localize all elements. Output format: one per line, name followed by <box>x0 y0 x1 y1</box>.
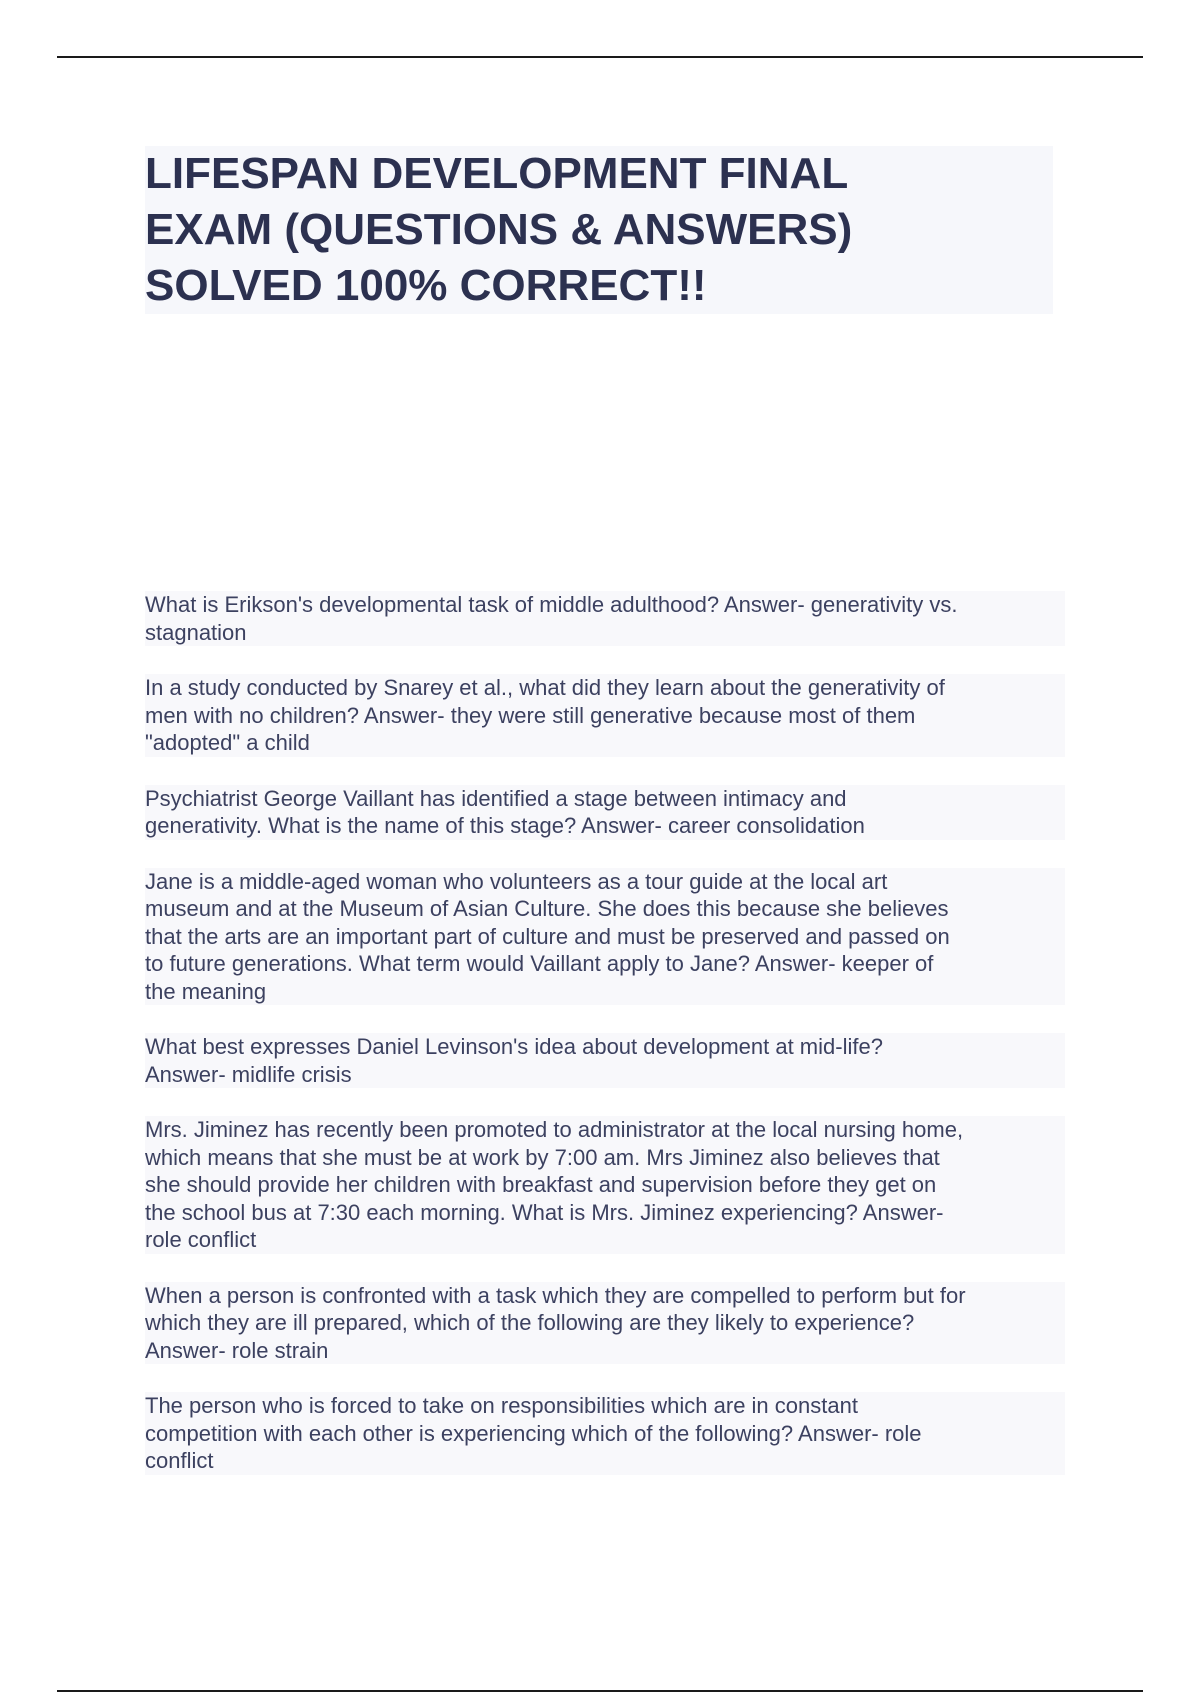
qa-line: role conflict <box>145 1226 1065 1254</box>
qa-line: Mrs. Jiminez has recently been promoted to administrator at the local nursing home, <box>145 1116 1065 1144</box>
top-rule <box>57 56 1143 58</box>
qa-line: Answer- midlife crisis <box>145 1061 1065 1089</box>
qa-line: the school bus at 7:30 each morning. What is Mrs. Jiminez experiencing? Answer- <box>145 1199 1065 1227</box>
qa-line: men with no children? Answer- they were still generative because most of them <box>145 702 1065 730</box>
qa-line: When a person is confronted with a task which they are compelled to perform but for <box>145 1282 1065 1310</box>
qa-item <box>145 1392 1065 1475</box>
qa-line: which they are ill prepared, which of the following are they likely to experience? <box>145 1309 1065 1337</box>
qa-line: Jane is a middle-aged woman who volunteers as a tour guide at the local art <box>145 868 1065 896</box>
qa-line: generativity. What is the name of this stage? Answer- career consolidation <box>145 812 1065 840</box>
qa-line: conflict <box>145 1447 1065 1475</box>
qa-item <box>145 591 1065 646</box>
qa-line: Answer- role strain <box>145 1337 1065 1365</box>
qa-line: What is Erikson's developmental task of middle adulthood? Answer- generativity vs. <box>145 591 1065 619</box>
qa-line: "adopted" a child <box>145 729 1065 757</box>
title-line: LIFESPAN DEVELOPMENT FINAL <box>145 149 849 198</box>
qa-item <box>145 674 1065 757</box>
qa-line: In a study conducted by Snarey et al., what did they learn about the generativity of <box>145 674 1065 702</box>
title-line: SOLVED 100% CORRECT!! <box>145 261 707 310</box>
title-line: EXAM (QUESTIONS & ANSWERS) <box>145 205 853 254</box>
qa-line: competition with each other is experiencing which of the following? Answer- role <box>145 1420 1065 1448</box>
bottom-rule <box>57 1690 1143 1692</box>
qa-line: The person who is forced to take on responsibilities which are in constant <box>145 1392 1065 1420</box>
qa-line: the meaning <box>145 978 1065 1006</box>
qa-line: that the arts are an important part of culture and must be preserved and passed on <box>145 923 1065 951</box>
document-title <box>145 146 1053 314</box>
qa-line: museum and at the Museum of Asian Culture. She does this because she believes <box>145 895 1065 923</box>
qa-item <box>145 785 1065 840</box>
qa-list <box>145 591 1065 1503</box>
qa-line: What best expresses Daniel Levinson's idea about development at mid-life? <box>145 1033 1065 1061</box>
qa-line: she should provide her children with breakfast and supervision before they get on <box>145 1171 1065 1199</box>
qa-line: stagnation <box>145 619 1065 647</box>
qa-item <box>145 1033 1065 1088</box>
qa-line: which means that she must be at work by 7:00 am. Mrs Jiminez also believes that <box>145 1144 1065 1172</box>
qa-item <box>145 1116 1065 1254</box>
qa-item <box>145 868 1065 1006</box>
qa-line: to future generations. What term would Vaillant apply to Jane? Answer- keeper of <box>145 950 1065 978</box>
qa-item <box>145 1282 1065 1365</box>
qa-line: Psychiatrist George Vaillant has identified a stage between intimacy and <box>145 785 1065 813</box>
